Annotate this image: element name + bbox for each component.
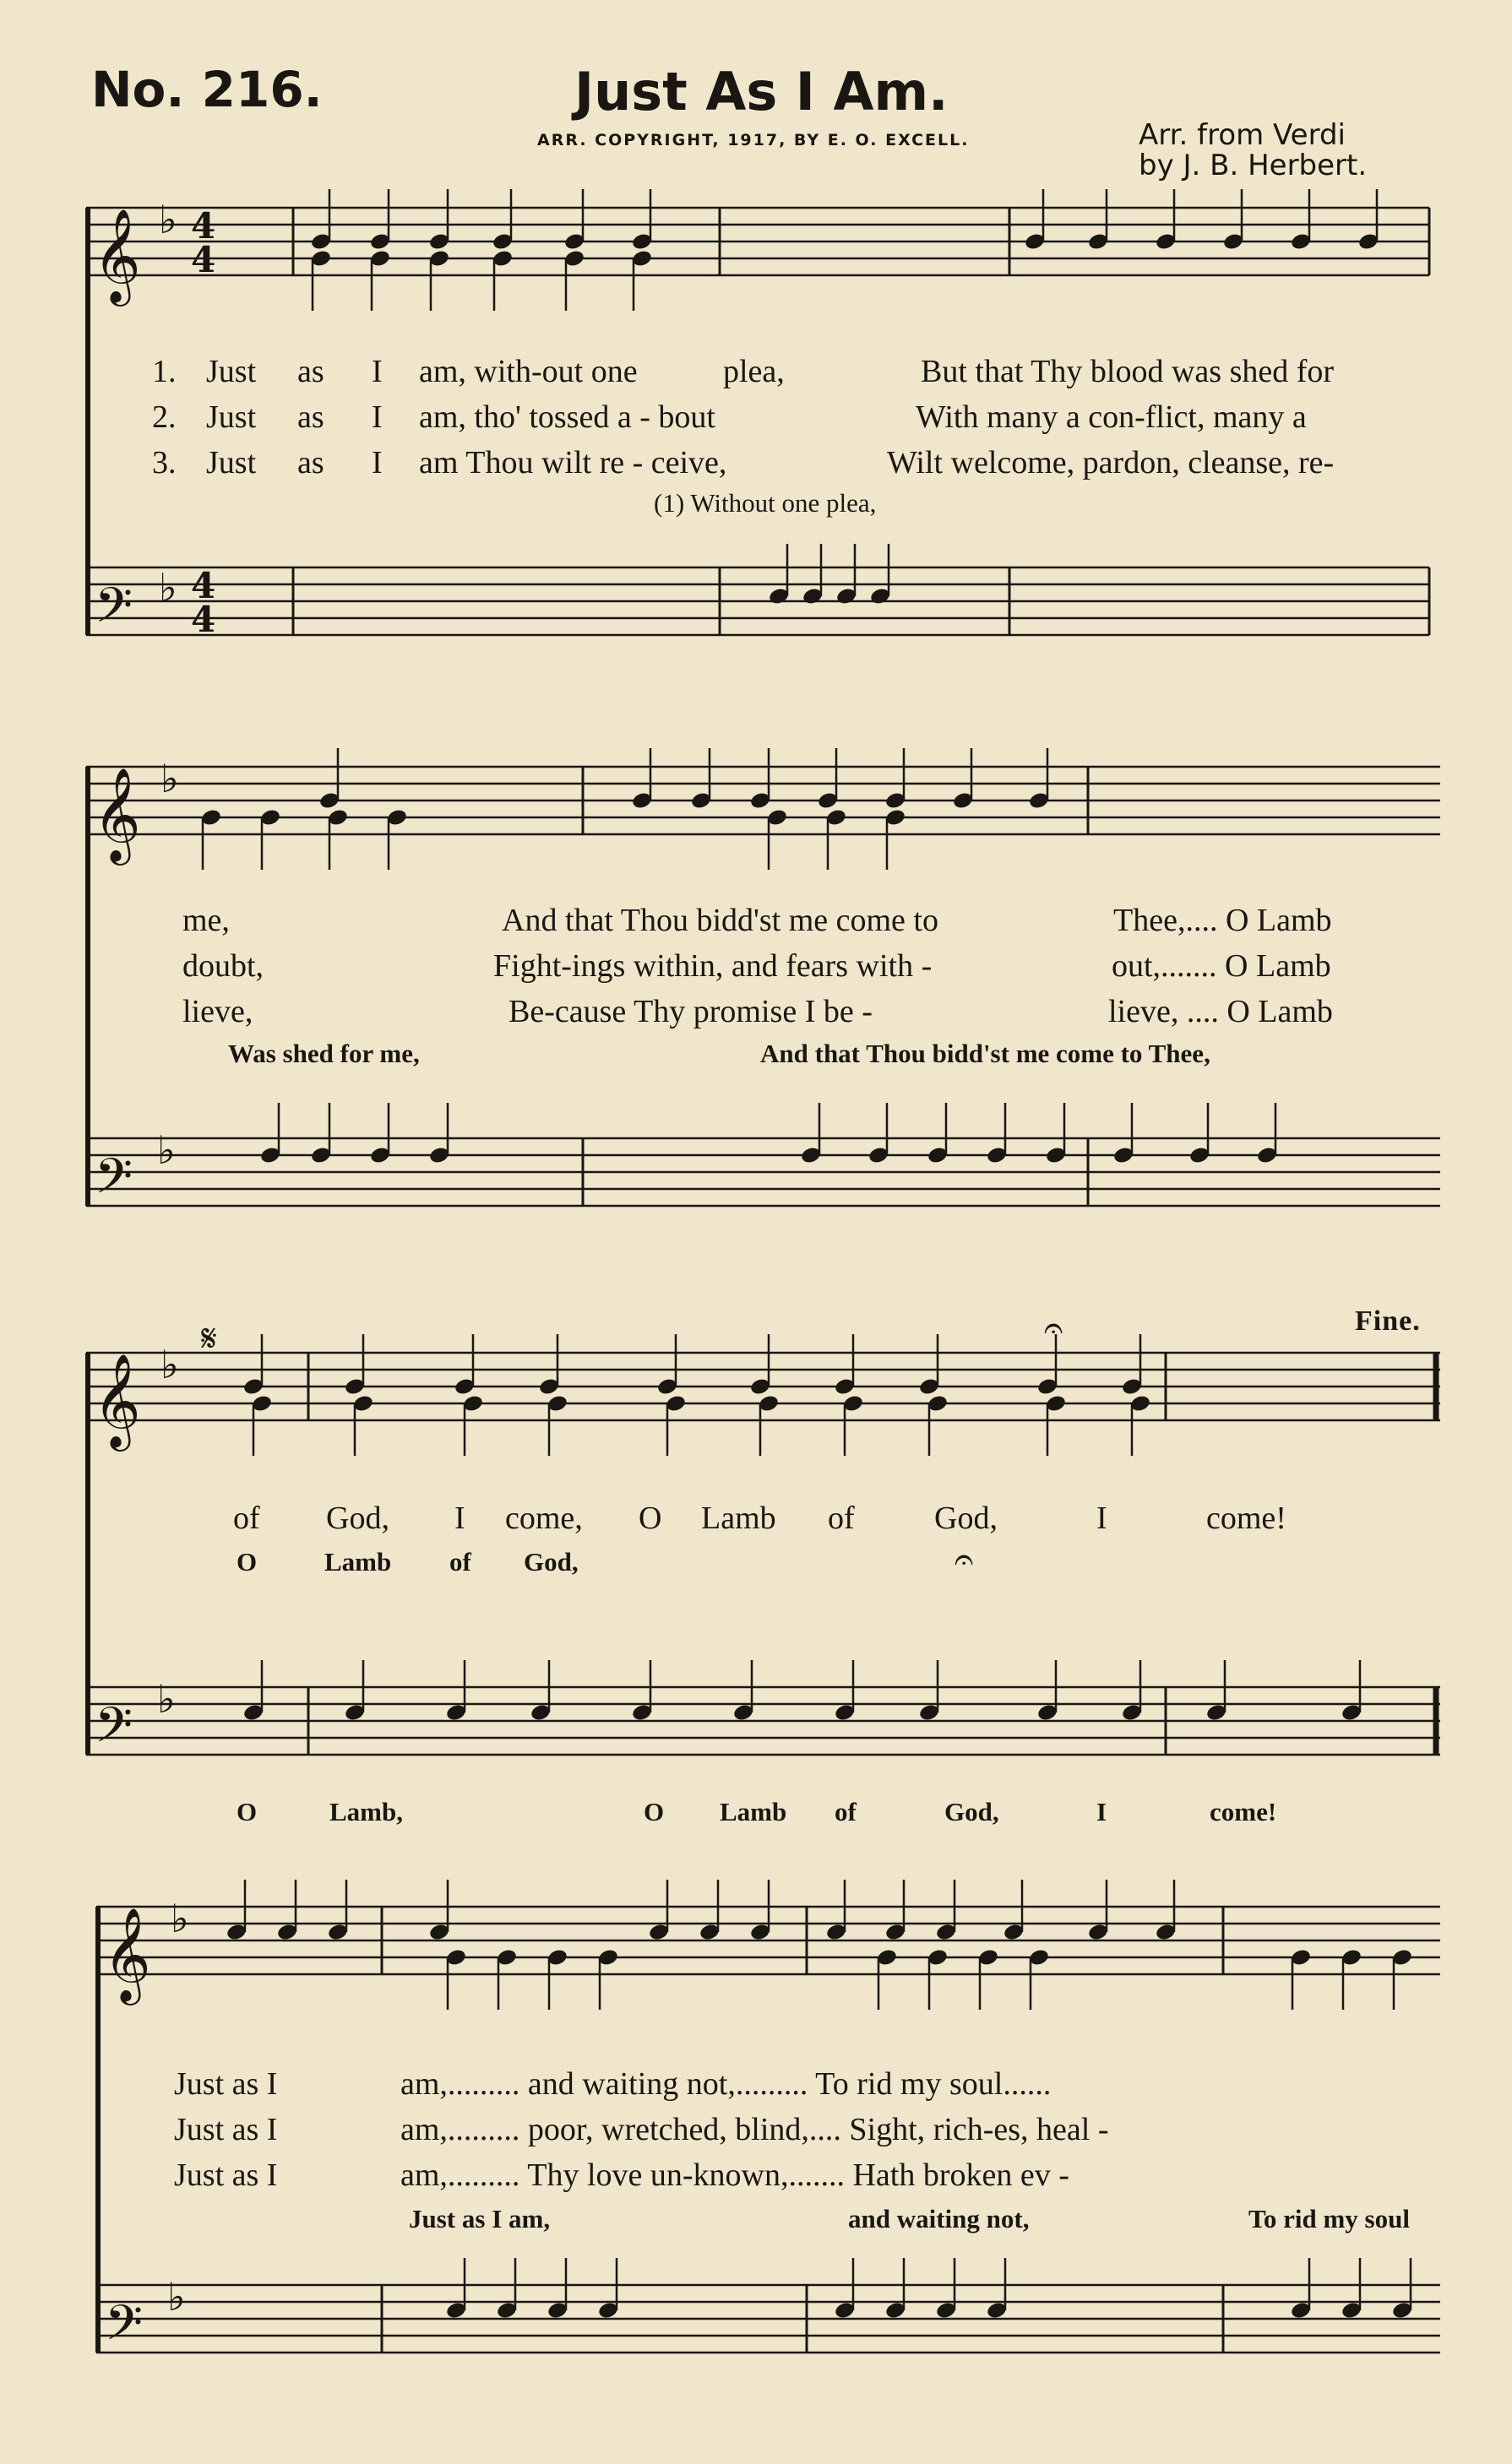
svg-text:♭: ♭ — [159, 565, 177, 611]
lyric-word: plea, — [723, 354, 785, 389]
lyric-phrase: am,......... Thy love un-known,....... Hath broken ev - — [400, 2157, 1069, 2193]
svg-text:♭: ♭ — [159, 197, 177, 242]
bass-clef-icon: 𝄢 — [95, 1696, 133, 1766]
bass-lyric: of — [835, 1797, 857, 1826]
bass-lyric: I — [1096, 1797, 1107, 1826]
bass-lyric: God, — [944, 1797, 999, 1826]
lyric-phrase: Just as I — [174, 2112, 278, 2147]
lyric-phrase: am, with-out one — [419, 354, 638, 389]
echo-lyric: Just as I am, — [409, 2204, 551, 2233]
lyric-word: God, — [326, 1501, 389, 1536]
echo-lyric: and waiting not, — [848, 2204, 1030, 2233]
svg-text:4: 4 — [191, 239, 216, 280]
alto-lyric: Lamb — [324, 1547, 392, 1577]
fine-marking: Fine. — [1355, 1305, 1421, 1337]
lyric-word: as — [297, 445, 324, 480]
lyric-word: lieve, — [182, 994, 253, 1029]
lyric-word: I — [372, 445, 383, 480]
lyric-word: doubt, — [182, 948, 264, 984]
svg-text:♭: ♭ — [171, 1896, 189, 1941]
lyric-word: come! — [1206, 1501, 1286, 1536]
svg-text:4: 4 — [191, 565, 216, 606]
bass-clef-icon: 𝄢 — [105, 2294, 144, 2364]
lyric-word: I — [372, 399, 383, 435]
lyric-phrase: Wilt welcome, pardon, cleanse, re- — [887, 445, 1335, 480]
verse-3-num: 3. — [152, 445, 177, 480]
bass-lyric: Lamb, — [329, 1797, 403, 1826]
lyric-phrase: Fight-ings within, and fears with - — [493, 948, 933, 984]
alto-lyric: of — [449, 1547, 471, 1577]
verse-2-num: 2. — [152, 399, 177, 435]
echo-lyric: Was shed for me, — [228, 1039, 420, 1068]
verse-1-num: 1. — [152, 354, 177, 389]
treble-clef-icon: 𝄞 — [93, 767, 141, 861]
echo-lyric: And that Thou bidd'st me come to Thee, — [760, 1039, 1210, 1068]
hymn-title: Just As I Am. — [574, 61, 949, 122]
lyric-phrase: Thee,.... O Lamb — [1113, 903, 1332, 938]
alto-lyric: O — [237, 1547, 258, 1577]
arranger-credit — [1139, 120, 1367, 181]
lyric-word: God, — [934, 1501, 998, 1536]
lyric-word: I — [1096, 1501, 1107, 1536]
lyric-phrase: am Thou wilt re - ceive, — [419, 445, 727, 480]
treble-clef-icon: 𝄞 — [93, 208, 141, 302]
footnote: (1) Without one plea, — [654, 488, 877, 518]
lyric-word: come, — [505, 1501, 583, 1536]
lyric-phrase: am,......... poor, wretched, blind,.... Sight, rich-es, heal - — [400, 2112, 1109, 2147]
svg-text:𝄋: 𝄋 — [201, 1317, 217, 1360]
svg-text:𝄐: 𝄐 — [1044, 1309, 1063, 1348]
lyric-word: I — [372, 354, 383, 389]
svg-text:4: 4 — [191, 205, 216, 247]
lyric-word: Lamb — [701, 1501, 776, 1536]
svg-text:♭: ♭ — [160, 1342, 179, 1387]
svg-text:♭: ♭ — [157, 1127, 176, 1173]
hymn-number: No. 216. — [91, 61, 323, 118]
lyric-word: O — [639, 1501, 662, 1536]
lyric-word: as — [297, 354, 324, 389]
lyric-word: of — [233, 1501, 260, 1536]
lyric-phrase: Just as I — [174, 2066, 278, 2102]
lyric-word: I — [454, 1501, 465, 1536]
lyric-phrase: am, tho' tossed a - bout — [419, 399, 715, 435]
echo-lyric: To rid my soul — [1248, 2204, 1410, 2233]
lyric-word: Just — [206, 399, 257, 435]
svg-text:𝄐: 𝄐 — [955, 1540, 974, 1579]
lyric-word: of — [828, 1501, 855, 1536]
lyric-word: me, — [182, 903, 230, 938]
lyric-word: Just — [206, 354, 257, 389]
lyric-word: as — [297, 399, 324, 435]
svg-text:♭: ♭ — [167, 2274, 186, 2320]
arranger-line-1: Arr. from Verdi — [1139, 118, 1346, 152]
arranger-line-2: by J. B. Herbert. — [1139, 149, 1368, 182]
lyric-phrase: Just as I — [174, 2157, 278, 2193]
lyric-phrase: With many a con-flict, many a — [916, 399, 1307, 435]
lyric-phrase: lieve, .... O Lamb — [1108, 994, 1333, 1029]
bass-clef-icon: 𝄢 — [95, 1148, 133, 1217]
lyric-phrase: But that Thy blood was shed for — [921, 354, 1335, 389]
bass-clef-icon: 𝄢 — [95, 577, 133, 646]
bass-lyric: O — [237, 1797, 258, 1826]
treble-clef-icon: 𝄞 — [93, 1353, 141, 1447]
svg-text:♭: ♭ — [157, 1676, 176, 1722]
alto-lyric: God, — [524, 1547, 579, 1577]
lyric-phrase: And that Thou bidd'st me come to — [502, 903, 938, 938]
lyric-phrase: out,....... O Lamb — [1112, 948, 1331, 984]
copyright-line: ARR. COPYRIGHT, 1917, BY E. O. EXCELL. — [537, 131, 970, 149]
bass-lyric: O — [644, 1797, 665, 1826]
lyric-word: Just — [206, 445, 257, 480]
svg-text:4: 4 — [191, 599, 216, 640]
bass-lyric: come! — [1210, 1797, 1277, 1826]
treble-clef-icon: 𝄞 — [103, 1907, 151, 2001]
svg-text:♭: ♭ — [160, 756, 179, 801]
lyric-phrase: Be-cause Thy promise I be - — [509, 994, 873, 1029]
bass-lyric: Lamb — [720, 1797, 787, 1826]
lyric-phrase: am,......... and waiting not,......... To rid my soul...... — [400, 2066, 1052, 2102]
